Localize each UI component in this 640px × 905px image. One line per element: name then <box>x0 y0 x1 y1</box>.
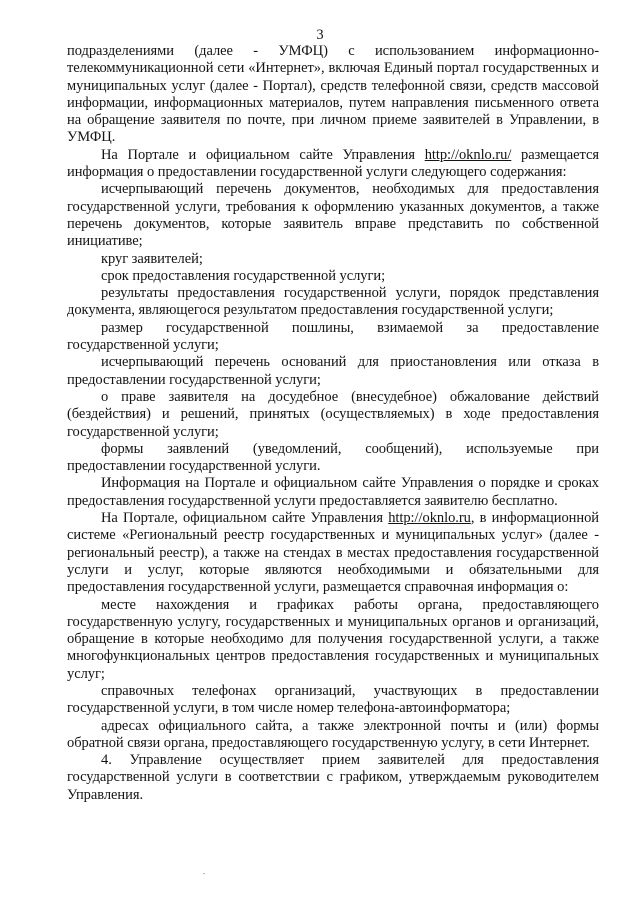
website-link[interactable]: http://oknlo.ru/ <box>424 146 512 163</box>
paragraph-portal-info <box>67 147 599 182</box>
list-item-documents: исчерпывающий перечень документов, необходимых для предоставления государственной услуги, требования к оформлению указанных документов, а также перечень документов, которые заявитель вправе представить по собственной инициативе; <box>67 181 599 250</box>
list-item-appeal: о праве заявителя на досудебное (внесудебное) обжалование действий (бездействия) и решений, принятых (осуществляемых) в ходе предоставления государственной услуги; <box>67 388 599 440</box>
paragraph-section-4: 4. Управление осуществляет прием заявителей для предоставления государственной услуги в соответствии с графиком, утверждаемым руководителем Управления. <box>67 752 599 803</box>
list-item-term: срок предоставления государственной услуги; <box>101 267 386 284</box>
list-item-results: результаты предоставления государственной услуги, порядок представления документа, являющегося результатом предоставления государственной услуги; <box>67 285 599 319</box>
paragraph-continuation: подразделениями (далее - УМФЦ) с использованием информационно-телекоммуникационной сети «Интернет», включая Единый портал государственных и муниципальных услуг (далее - Портал), средств телефонной связи, средств массовой информации, информационных материалов, путем направления письменного ответа на обращение заявителя по почте, при личном приеме заявителей в Управлении, в УМФЦ. <box>67 43 599 146</box>
list-item-addresses: адресах официального сайта, а также электронной почты и (или) формы обратной связи органа, предоставляющего государственную услугу, в сети Интернет. <box>67 717 599 751</box>
list-item-refusal-grounds: исчерпывающий перечень оснований для приостановления или отказа в предоставлении государственной услуги; <box>67 354 599 388</box>
paragraph-reference-info <box>67 510 599 596</box>
list-item-phones: справочных телефонах организаций, участвующих в предоставлении государственной услуги, в том числе номер телефона-автоинформатора; <box>67 682 599 717</box>
paragraph-text: , в информационной системе «Региональный реестр государственных и муниципальных услуг» (далее - региональный реестр), а также на стендах в местах предоставления государственной услуги и услуг, которые являются необходимыми и обязательными для предоставления государственной услуги, размещается справочная информация о: <box>67 510 599 596</box>
list-item-fee: размер государственной пошлины, взимаемой за предоставление государственной услуги; <box>67 319 599 354</box>
paragraph-text: На Портале, официальном сайте Управления <box>101 510 389 527</box>
page-number: 3 <box>316 27 324 43</box>
list-item-location: месте нахождения и графиках работы органа, предоставляющего государственную услугу, государственных и муниципальных органов и организаций, обращение в которые необходимо для получения государственной услуги, а также многофункциональных центров предоставления государственных и муниципальных услуг; <box>67 596 599 682</box>
scan-speck <box>203 873 205 874</box>
paragraph-free-info: Информация на Портале и официальном сайте Управления о порядке и сроках предоставления государственной услуги предоставляется заявителю бесплатно. <box>67 475 599 509</box>
document-body <box>67 43 599 804</box>
list-item-forms: формы заявлений (уведомлений, сообщений), используемые при предоставлении государственной услуги. <box>67 440 599 475</box>
paragraph-text: На Портале и официальном сайте Управления <box>101 146 425 163</box>
website-link[interactable]: http://oknlo.ru <box>388 510 471 527</box>
paragraph-text: размещается информация о предоставлении государственной услуги следующего содержания: <box>67 146 599 181</box>
list-item-applicants: круг заявителей; <box>101 250 203 267</box>
